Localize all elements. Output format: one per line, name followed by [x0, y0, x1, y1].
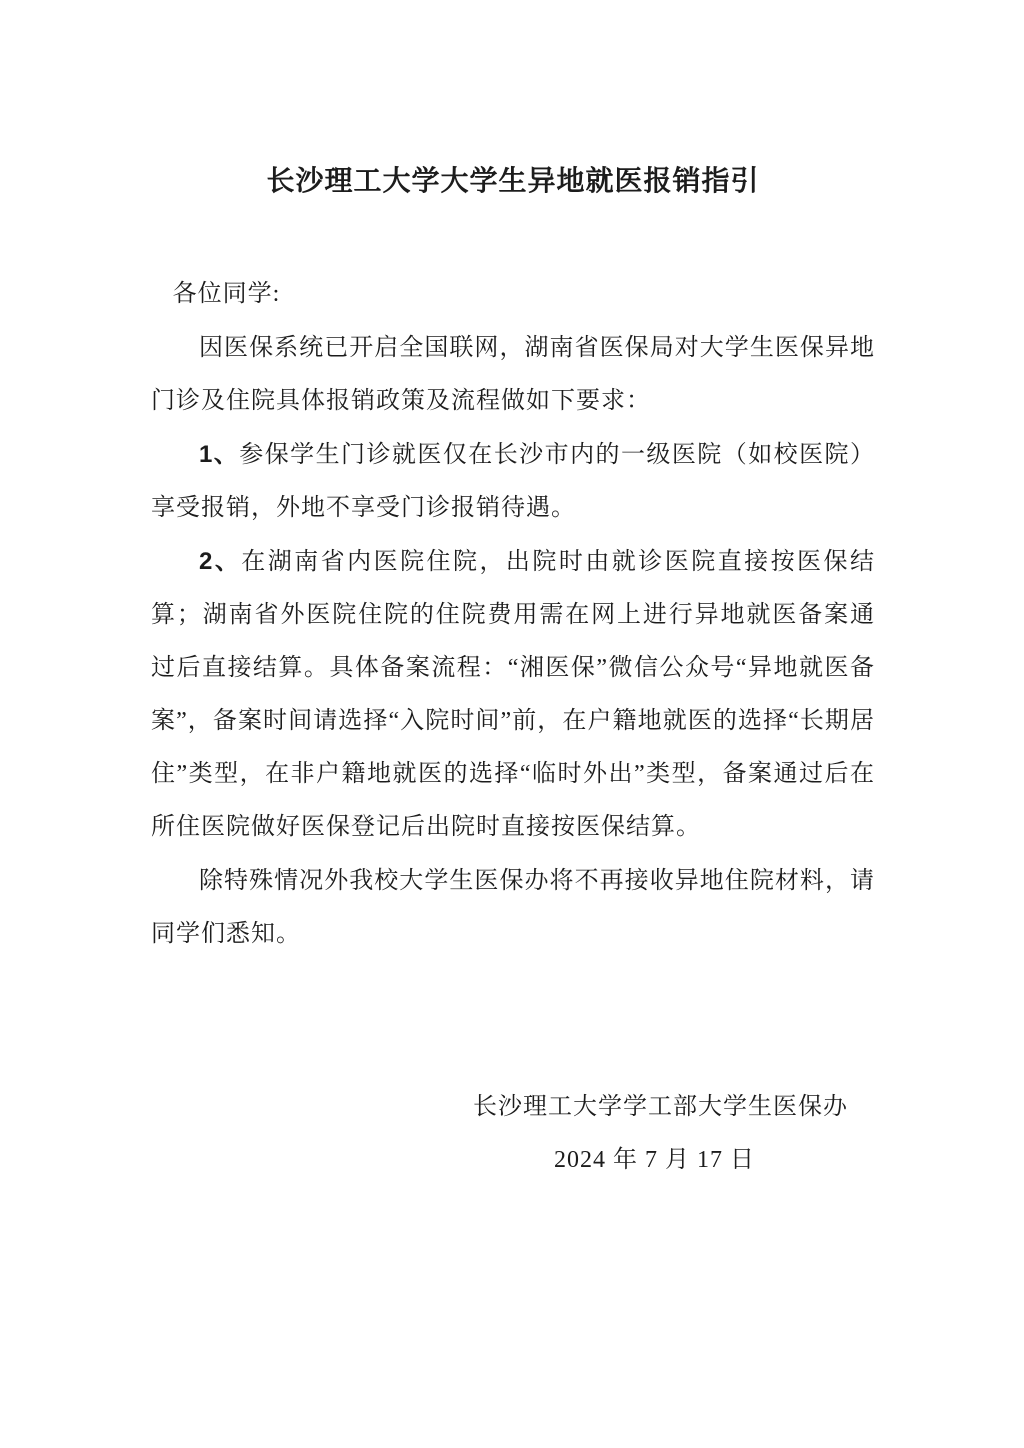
paragraph-text: 参保学生门诊就医仅在长沙市内的一级医院（如校医院）享受报销，外地不享受门诊报销待遇。: [151, 442, 875, 521]
paragraph-text: 除特殊情况外我校大学生医保办将不再接收异地住院材料，请同学们悉知。: [151, 868, 875, 947]
document-content: [151, 0, 875, 1187]
paragraph-item-1: [151, 428, 875, 535]
paragraph-intro: [151, 321, 875, 428]
paragraph-item-2: [151, 535, 875, 854]
document-title: 长沙理工大学大学生异地就医报销指引: [266, 166, 760, 197]
paragraph-number: 1、: [199, 441, 240, 468]
signature: 长沙理工大学学工部大学生医保办: [473, 1094, 848, 1120]
date: 2024 年 7 月 17 日: [554, 1147, 755, 1173]
paragraph-text: 因医保系统已开启全国联网，湖南省医保局对大学生医保异地门诊及住院具体报销政策及流程做如下要求：: [151, 335, 875, 414]
paragraph-text: 在湖南省内医院住院，出院时由就诊医院直接按医保结算；湖南省外医院住院的住院费用需在网上进行异地就医备案通过后直接结算。具体备案流程：“湘医保”微信公众号“异地就医备案”，备案时间请选择“入院时间”前，在户籍地就医的选择“长期居住”类型，在非户籍地就医的选择“临时外出”类型，备案通过后在所住医院做好医保登记后出院时直接按医保结算。: [151, 549, 875, 840]
salutation: 各位同学:: [172, 281, 281, 307]
paragraph-closing: [151, 854, 875, 961]
paragraph-number: 2、: [199, 548, 242, 575]
